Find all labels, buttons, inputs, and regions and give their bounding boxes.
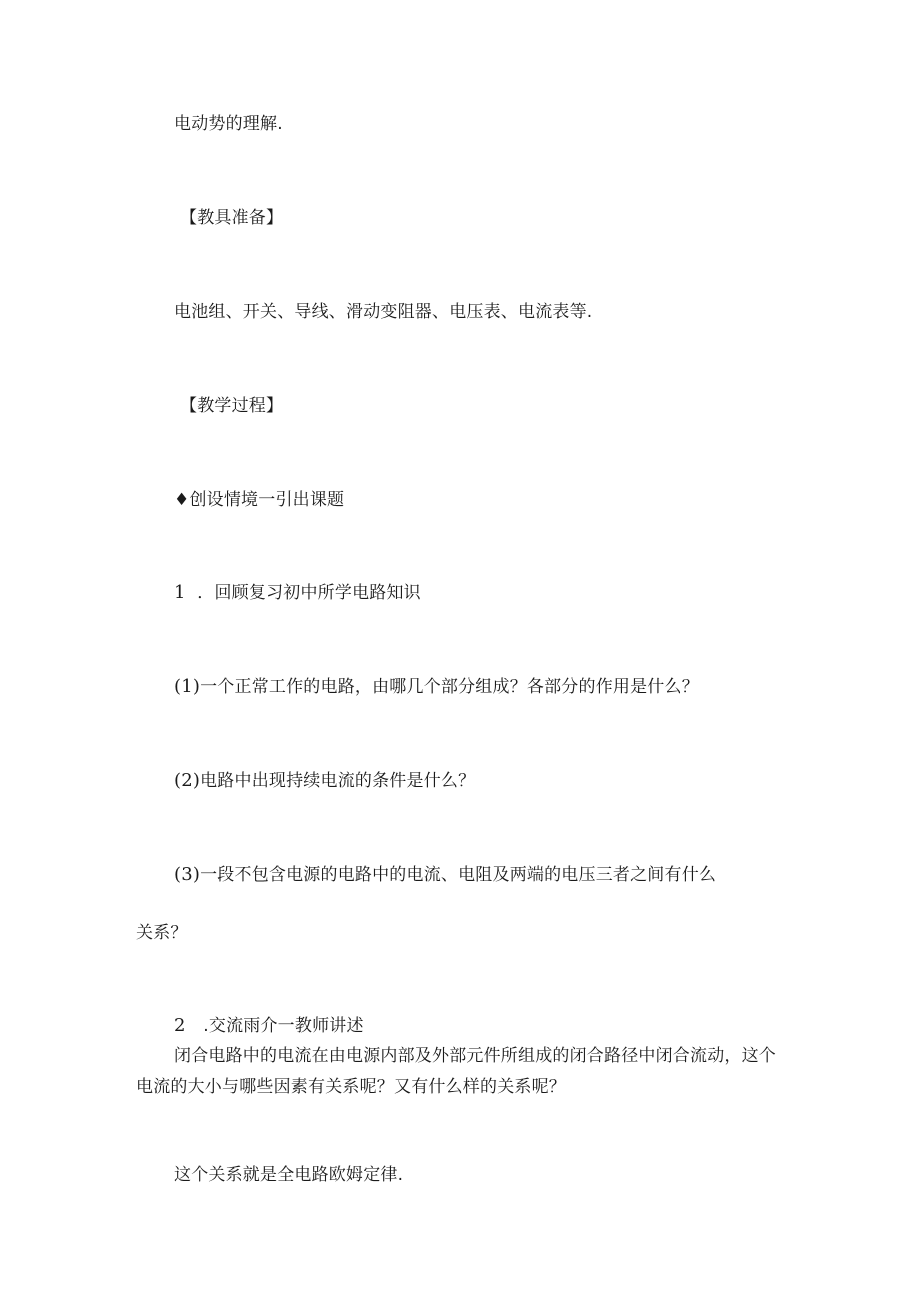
text-equipment-list: 电池组、开关、导线、滑动变阻器、电压表、电流表等. [174,302,593,322]
list-item-1 [174,582,421,604]
item-number: 2 [174,1015,186,1036]
text-emf-understanding: 电动势的理解. [174,114,283,134]
question-3 [174,864,716,886]
paragraph-line-1: 闭合电路中的电流在由电源内部及外部元件所组成的闭合路径中闭合流动，这个 [174,1046,776,1066]
question-text: 一段不包含电源的电路中的电流、电阻及两端的电压三者之间有什么 [200,865,717,885]
text-conclusion: 这个关系就是全电路欧姆定律. [174,1165,404,1185]
item-text: .交流雨介一教师讲述 [203,1016,364,1036]
question-number: (1) [174,676,201,697]
item-number: 1 [174,582,186,603]
list-item-2 [174,1015,364,1037]
item-text: ．回顾复习初中所学电路知识 [197,583,421,603]
paragraph-line-2: 电流的大小与哪些因素有关系呢？又有什么样的关系呢？ [136,1077,566,1097]
question-text: 一个正常工作的电路，由哪几个部分组成？各部分的作用是什么？ [200,677,699,697]
section-create-scenario: ♦创设情境一引出课题 [174,490,345,510]
question-1 [174,676,699,698]
question-text: 电路中出现持续电流的条件是什么？ [200,771,476,791]
question-number: (2) [174,770,201,791]
question-3-continuation: 关系？ [136,923,188,943]
heading-teaching-process: 【教学过程】 [180,396,284,416]
question-2 [174,770,475,792]
heading-teaching-equipment: 【教具准备】 [180,208,284,228]
question-number: (3) [174,864,201,885]
